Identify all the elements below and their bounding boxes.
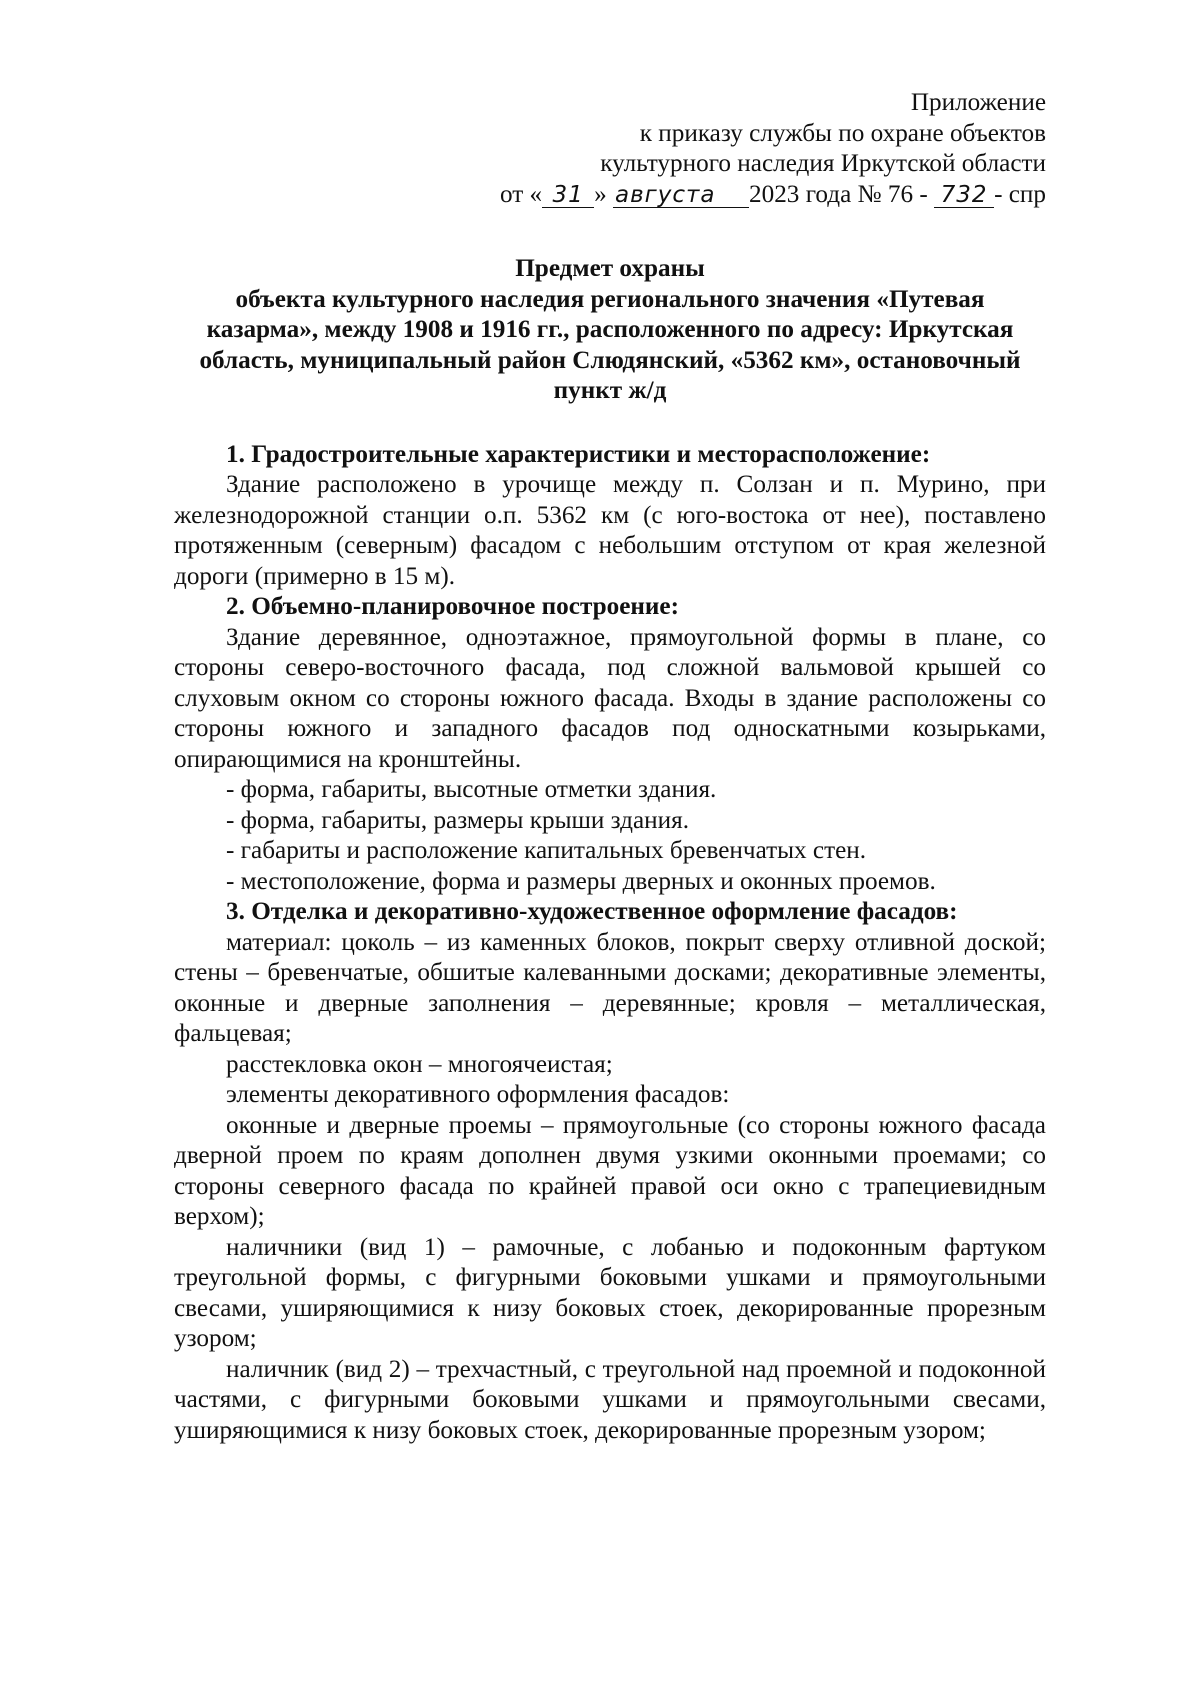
section-1-text: Здание расположено в урочище между п. Солзан и п. Мурино, при железнодорожной станции о.п. 5362 км (с юго-востока от нее), поставлено протяженным (северным) фасадом с небольшим отступом от края железной дороги (примерно в 15 м). [174, 471, 1046, 590]
section-2-bullet: - местоположение, форма и размеры дверных и оконных проемов. [226, 867, 936, 895]
section-2-bullet: - форма, габариты, высотные отметки здания. [226, 776, 717, 803]
date-prefix: от « [499, 180, 543, 208]
title-line-1: Предмет охраны [515, 255, 705, 282]
section-2-text: Здание деревянное, одноэтажное, прямоугольной формы в плане, со стороны северо-восточного фасада, под сложной вальмовой крышей со слуховым окном со стороны южного фасада. Входы в здание расположены со стороны южного и западного фасадов под односкатными козырьками, опирающимися на кронштейны. [174, 623, 1046, 773]
title-line-3: казарма», между 1908 и 1916 гг., расположенного по адресу: Иркутская [206, 316, 1014, 343]
appendix-line-3: культурного наследия Иркутской области [600, 150, 1046, 177]
section-2-bullet: - форма, габариты, размеры крыши здания. [226, 806, 690, 834]
date-mid: » [594, 180, 607, 208]
title-line-2: объекта культурного наследия регионального значения «Путевая [235, 285, 985, 313]
handwritten-month: августа [613, 183, 749, 208]
handwritten-day: 31 [542, 183, 594, 208]
date-suffix: 2023 года № 76 - [749, 180, 928, 208]
section-2-heading: 2. Объемно-планировочное построение: [226, 593, 679, 620]
appendix-line-1: Приложение [910, 89, 1046, 116]
appendix-line-2: к приказу службы по охране объектов [639, 119, 1046, 147]
section-2-bullet: - габариты и расположение капитальных бревенчатых стен. [226, 837, 867, 864]
section-3-paragraph: расстекловка окон – многоячеистая; [226, 1050, 613, 1078]
section-3-paragraph: материал: цоколь – из каменных блоков, покрыт сверху отливной доской; стены – бревенчатые, обшитые калеванными досками; декоративные элементы, оконные и дверные заполнения – деревянные; кровля – металлическая, фальцевая; [174, 928, 1046, 1047]
appendix-date-line [174, 180, 1046, 211]
handwritten-order-number: 732 [934, 183, 994, 208]
section-3-paragraph: наличники (вид 1) – рамочные, с лобанью и подоконным фартуком треугольной формы, с фигурными боковыми ушками и прямоугольными свесами, уширяющимися к низу боковых стоек, декорированные прорезным узором; [174, 1233, 1046, 1352]
section-3-paragraph: оконные и дверные проемы – прямоугольные (со стороны южного фасада дверной проем по краям дополнен двумя узкими оконными проемами; со стороны северного фасада по крайней правой оси окно с трапециевидным верхом); [174, 1111, 1046, 1230]
title-line-4: область, муниципальный район Слюдянский, «5362 км», остановочный [199, 346, 1021, 374]
section-3-paragraph: элементы декоративного оформления фасадов: [226, 1081, 730, 1108]
number-suffix: - спр [994, 180, 1046, 208]
document-title [174, 254, 1046, 407]
section-3-heading: 3. Отделка и декоративно-художественное оформление фасадов: [226, 898, 958, 925]
document-page [174, 88, 1046, 1446]
section-3-paragraph: наличник (вид 2) – трехчастный, с треугольной над проемной и подоконной частями, с фигурными боковыми ушками и прямоугольными свесами, уширяющимися к низу боковых стоек, декорированные прорезным узором; [174, 1355, 1046, 1444]
title-line-5: пункт ж/д [553, 377, 667, 404]
appendix-header [174, 88, 1046, 210]
section-1-heading: 1. Градостроительные характеристики и месторасположение: [226, 440, 931, 468]
